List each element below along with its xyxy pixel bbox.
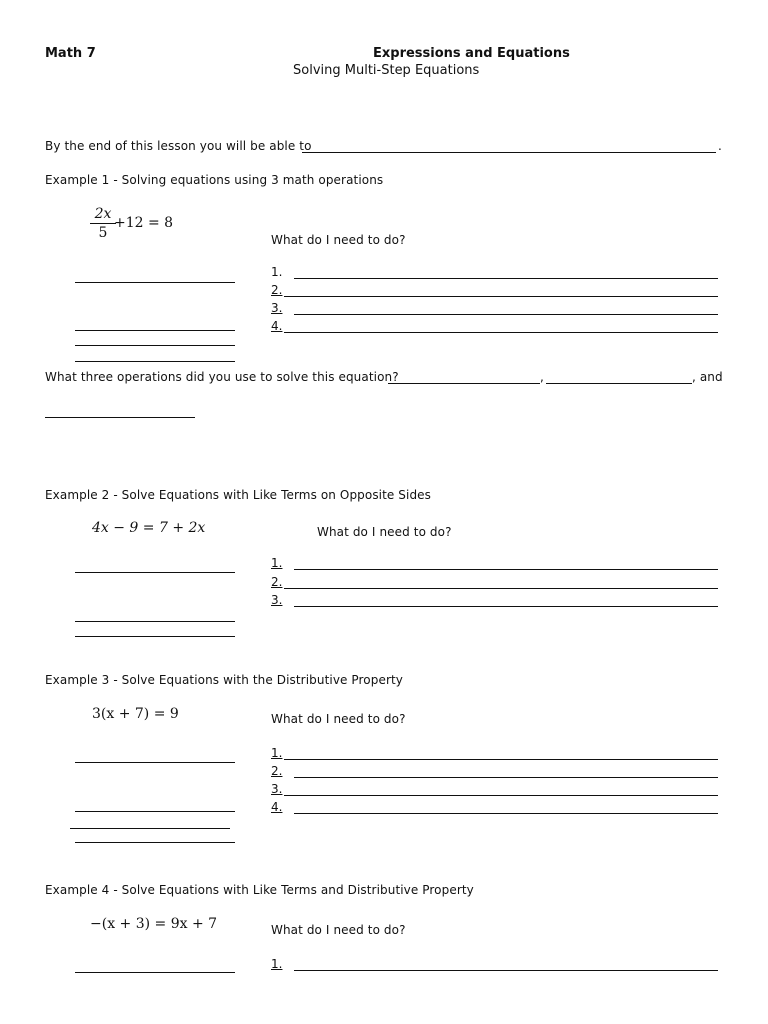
step-number: 1. [271,746,283,760]
step-number: 3. [271,301,283,315]
work-line[interactable] [75,636,235,637]
example1-prompt: What do I need to do? [271,233,406,247]
step-blank[interactable] [284,759,718,760]
work-line[interactable] [75,972,235,973]
example3-title: Example 3 - Solve Equations with the Distributive Property [45,673,403,687]
answer-separator: , [540,370,544,384]
step-number: 2. [271,764,283,778]
step-blank[interactable] [294,606,718,607]
step-blank[interactable] [294,777,718,778]
step-blank[interactable] [294,813,718,814]
unit-title: Expressions and Equations [373,46,570,61]
work-line[interactable] [70,828,230,829]
example1-equation-rest: +12 = 8 [114,215,174,231]
example1-title: Example 1 - Solving equations using 3 math operations [45,173,384,187]
answer-blank[interactable] [388,383,540,384]
work-line[interactable] [75,621,235,622]
example2-prompt: What do I need to do? [317,525,452,539]
step-number: 1. [271,556,283,570]
example1-question: What three operations did you use to solve this equation? [45,370,399,384]
example4-equation: −(x + 3) = 9x + 7 [90,916,218,932]
work-line[interactable] [75,572,235,573]
answer-separator: , and [692,370,723,384]
work-line[interactable] [75,762,235,763]
example1-fraction [90,206,116,241]
lesson-title: Solving Multi-Step Equations [293,63,480,78]
step-number: 2. [271,575,283,589]
step-blank[interactable] [284,795,718,796]
answer-blank[interactable] [546,383,692,384]
objective-period: . [718,139,722,153]
course-label: Math 7 [45,46,96,61]
step-number: 3. [271,593,283,607]
work-line[interactable] [75,345,235,346]
example3-equation: 3(x + 7) = 9 [92,706,179,722]
example1-denominator: 5 [98,225,108,241]
step-number: 4. [271,319,283,333]
step-blank[interactable] [284,332,718,333]
objective-text: By the end of this lesson you will be able to [45,139,312,153]
answer-blank[interactable] [45,417,195,418]
example2-title: Example 2 - Solve Equations with Like Terms on Opposite Sides [45,488,432,502]
work-line[interactable] [75,330,235,331]
step-blank[interactable] [284,588,718,589]
step-number: 1. [271,957,283,971]
step-blank[interactable] [294,970,718,971]
work-line[interactable] [75,811,235,812]
example1-numerator: 2x [94,206,112,222]
step-blank[interactable] [284,296,718,297]
work-line[interactable] [75,282,235,283]
step-number: 4. [271,800,283,814]
objective-blank[interactable] [302,152,716,153]
example2-equation: 4x − 9 = 7 + 2x [92,520,206,536]
step-blank[interactable] [294,314,718,315]
step-number: 1. [271,265,283,279]
step-blank[interactable] [294,278,718,279]
step-blank[interactable] [294,569,718,570]
example4-title: Example 4 - Solve Equations with Like Terms and Distributive Property [45,883,474,897]
step-number: 2. [271,283,283,297]
work-line[interactable] [75,842,235,843]
work-line[interactable] [75,361,235,362]
example3-prompt: What do I need to do? [271,712,406,726]
step-number: 3. [271,782,283,796]
example4-prompt: What do I need to do? [271,923,406,937]
